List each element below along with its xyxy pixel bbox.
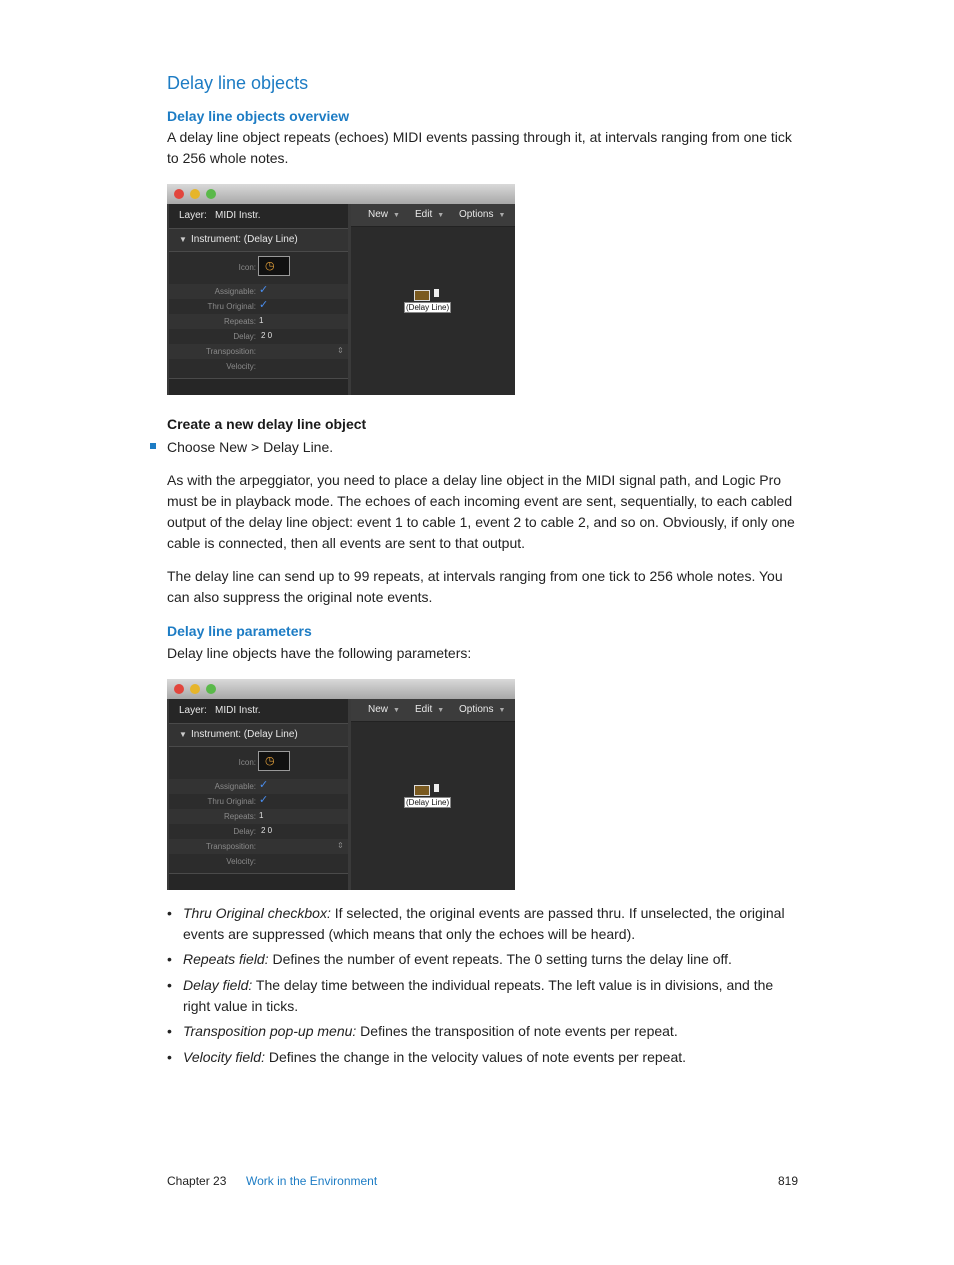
new-menu [368, 209, 400, 220]
environment-area [351, 699, 515, 890]
bullet-icon: • [167, 1023, 172, 1039]
param-icon-row [169, 252, 348, 282]
new-menu [368, 704, 400, 715]
param-delay-label: Delay: [233, 332, 256, 341]
new-menu-label: New [368, 209, 389, 220]
param-delay-row [169, 824, 348, 839]
edit-menu-label: Edit [415, 704, 433, 715]
instrument-row [169, 724, 348, 747]
bullet-icon: • [167, 1049, 172, 1065]
layer-label: Layer: [179, 705, 207, 716]
delay-clock-icon: ◷ [265, 755, 275, 767]
disclosure-triangle-icon: ▼ [179, 235, 187, 244]
bullet-desc: The delay time between the individual repeats. The left value is in divisions, and the right value in ticks. [183, 977, 774, 1014]
close-dot-icon [174, 189, 184, 199]
param-thru-original-row [169, 794, 348, 809]
delay-line-object-icon [414, 785, 430, 796]
param-icon-row [169, 747, 348, 777]
checkbox-checked-icon: ✓ [259, 299, 269, 311]
param-thru-original-label: Thru Original: [207, 302, 256, 311]
param-velocity-label: Velocity: [226, 362, 256, 371]
updown-arrows-icon: ⇕ [337, 841, 344, 850]
page-number: 819 [778, 1174, 799, 1188]
output-port-icon [434, 289, 439, 297]
param-repeats-value: 1 [259, 316, 264, 325]
checkbox-checked-icon: ✓ [259, 779, 269, 791]
environment-window-2 [167, 679, 515, 890]
environment-area [351, 204, 515, 395]
param-icon-label: Icon: [238, 758, 256, 767]
param-delay-value: 2 0 [261, 826, 273, 835]
checkbox-checked-icon: ✓ [259, 794, 269, 806]
delay-line-object-label: (Delay Line) [406, 303, 450, 312]
page-heading: Delay line objects [167, 73, 309, 93]
param-repeats-row [169, 314, 348, 329]
zoom-dot-icon [206, 684, 216, 694]
param-velocity-row [169, 359, 348, 374]
object-icon-box [258, 751, 290, 771]
bullet-term: Thru Original checkbox: [183, 905, 331, 921]
title-bar [167, 184, 515, 204]
param-thru-original-label: Thru Original: [207, 797, 256, 806]
menu-arrow-icon: ▼ [498, 707, 506, 714]
minimize-dot-icon [190, 189, 200, 199]
bullet-term: Repeats field: [183, 951, 269, 967]
bullet-term: Transposition pop-up menu: [183, 1023, 357, 1039]
footer-chapter: Chapter 23 [167, 1174, 227, 1188]
options-menu [459, 704, 505, 715]
disclosure-triangle-icon: ▼ [179, 730, 187, 739]
output-port-icon [434, 784, 439, 792]
step-bullet-icon [150, 443, 156, 449]
param-assignable-label: Assignable: [214, 782, 256, 791]
object-icon-box [258, 256, 290, 276]
layer-label: Layer: [179, 210, 207, 221]
updown-arrows-icon: ⇕ [337, 346, 344, 355]
overview-heading: Delay line objects overview [167, 108, 350, 124]
edit-menu [415, 209, 444, 220]
param-thru-original-row [169, 299, 348, 314]
layer-row [169, 204, 348, 229]
new-menu-label: New [368, 704, 389, 715]
param-velocity-row [169, 854, 348, 869]
instrument-label: Instrument: (Delay Line) [191, 729, 298, 740]
edit-menu-label: Edit [415, 209, 433, 220]
menu-arrow-icon: ▼ [437, 707, 445, 714]
delay-line-object-icon [414, 290, 430, 301]
bullet-desc: If selected, the original events are passed thru. If unselected, the original events are suppressed (which means that only the echoes will be heard). [183, 905, 785, 942]
inspector-footer [169, 873, 348, 890]
environment-toolbar [351, 204, 515, 227]
param-assignable-label: Assignable: [214, 287, 256, 296]
zoom-dot-icon [206, 189, 216, 199]
layer-value: MIDI Instr. [215, 210, 261, 221]
param-transposition-row [169, 839, 348, 854]
bullet-term: Velocity field: [183, 1049, 265, 1065]
param-assignable-row [169, 779, 348, 794]
bullet-icon: • [167, 977, 172, 993]
parameter-list [169, 252, 348, 378]
param-transposition-row [169, 344, 348, 359]
create-heading: Create a new delay line object [167, 416, 367, 432]
footer-section-link[interactable]: Work in the Environment [246, 1174, 378, 1188]
param-repeats-value: 1 [259, 811, 264, 820]
overview-text: A delay line object repeats (echoes) MIDI events passing through it, at intervals ranging from one tick to 256 whole notes. [167, 129, 792, 166]
inspector-footer [169, 378, 348, 395]
param-repeats-row [169, 809, 348, 824]
layer-value: MIDI Instr. [215, 705, 261, 716]
inspector-panel [169, 699, 348, 890]
param-transposition-label: Transposition: [206, 347, 256, 356]
close-dot-icon [174, 684, 184, 694]
checkbox-checked-icon: ✓ [259, 284, 269, 296]
parameter-list [169, 747, 348, 873]
minimize-dot-icon [190, 684, 200, 694]
param-repeats-label: Repeats: [223, 812, 256, 821]
layer-row [169, 699, 348, 724]
bullet-desc: Defines the transposition of note events per repeat. [356, 1023, 678, 1039]
menu-arrow-icon: ▼ [393, 212, 400, 219]
menu-arrow-icon: ▼ [498, 212, 506, 219]
parameters-heading: Delay line parameters [167, 623, 312, 639]
param-repeats-label: Repeats: [223, 317, 256, 326]
environment-toolbar [351, 699, 515, 722]
instrument-label: Instrument: (Delay Line) [191, 234, 298, 245]
param-delay-label: Delay: [233, 827, 256, 836]
bullet-icon: • [167, 951, 172, 967]
bullet-desc: Defines the change in the velocity values of note events per repeat. [264, 1049, 687, 1065]
param-velocity-label: Velocity: [226, 857, 256, 866]
menu-arrow-icon: ▼ [393, 707, 400, 714]
bullet-term: Delay field: [183, 977, 253, 993]
param-transposition-label: Transposition: [206, 842, 256, 851]
delay-clock-icon: ◷ [265, 260, 275, 272]
options-menu-label: Options [459, 704, 494, 715]
options-menu-label: Options [459, 209, 494, 220]
title-bar [167, 679, 515, 699]
param-icon-label: Icon: [238, 263, 256, 272]
param-delay-value: 2 0 [261, 331, 273, 340]
bullet-desc: Defines the number of event repeats. The 0 setting turns the delay line off. [268, 951, 732, 967]
inspector-panel [169, 204, 348, 395]
menu-arrow-icon: ▼ [437, 212, 445, 219]
delay-line-object-label: (Delay Line) [406, 798, 450, 807]
edit-menu [415, 704, 444, 715]
environment-window-1 [167, 184, 515, 395]
options-menu [459, 209, 505, 220]
paragraph-2: The delay line can send up to 99 repeats, at intervals ranging from one tick to 256 whole notes. You can also suppress the original note events. [167, 568, 783, 605]
instrument-row [169, 229, 348, 252]
paragraph-1: As with the arpeggiator, you need to place a delay line object in the MIDI signal path, and Logic Pro must be in playback mode. The echoes of each incoming event are sent, sequentially, to each cabled output of the delay line object: event 1 to cable 1, event 2 to cable 2, and so on. Obviously, if only one cable is connected, then all events are sent to that output. [167, 472, 795, 551]
param-delay-row [169, 329, 348, 344]
param-assignable-row [169, 284, 348, 299]
parameters-intro: Delay line objects have the following parameters: [167, 645, 472, 661]
create-step: Choose New > Delay Line. [167, 439, 334, 455]
bullet-icon: • [167, 905, 172, 921]
